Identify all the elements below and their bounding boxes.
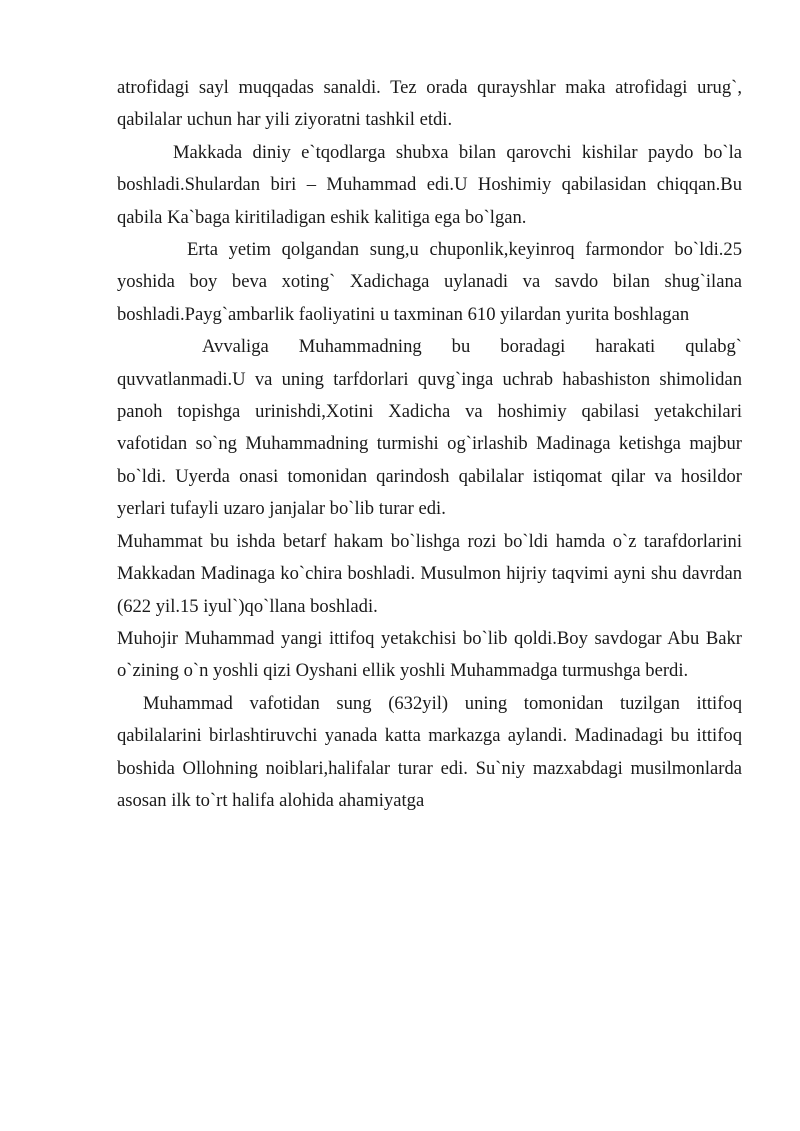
paragraph-7: Muhammad vafotidan sung (632yil) uning tomonidan tuzilgan ittifoq qabilalarini birlashtiruvchi yanada katta markazga aylandi. Madinadagi bu ittifoq boshida Ollohning noiblari,halifalar turar edi. Su`niy mazxabdagi musilmonlarda asosan ilk to`rt halifa alohida ahamiyatga [117, 692, 742, 811]
paragraph-1: atrofidagi sayl muqqadas sanaldi. Tez orada qurayshlar maka atrofidagi urug`, qabilalar uchun har yili ziyoratni tashkil etdi. [117, 77, 742, 131]
paragraph-6: Muhojir Muhammad yangi ittifoq yetakchisi bo`lib qoldi.Boy savdogar Abu Bakr o`zining o`n yoshli qizi Oyshani ellik yoshli Muhammadga turmushga berdi. [117, 627, 742, 682]
paragraph-3: Erta yetim qolgandan sung,u chuponlik,keyinroq farmondor bo`ldi.25 yoshida boy beva xoting` Xadichaga uylanadi va savdo bilan shug`ilana boshladi.Payg`ambarlik faoliyatini u taxminan 610 yilardan yurita boshlagan [117, 239, 742, 325]
paragraph-4: Avvaliga Muhammadning bu boradagi harakati qulabg` quvvatlanmadi.U va uning tarfdorlari quvg`inga uchrab habashiston shimolidan panoh topishga urinishdi,Xotini Xadicha va hoshimiy qabilasi yetakchilari vafotidan so`ng Muhammadning turmishi og`irlashib Madinaga ketishga majbur bo`ldi. Uyerda onasi tomonidan qarindosh qabilalar istiqomat qilar va hosildor yerlari tufayli uzaro janjalar bo`lib turar edi. [117, 336, 742, 520]
paragraph-2: Makkada diniy e`tqodlarga shubxa bilan qarovchi kishilar paydo bo`la boshladi.Shulardan biri – Muhammad edi.U Hoshimiy qabilasidan chiqqan.Bu qabila Ka`baga kiritiladigan eshik kalitiga ega bo`lgan. [117, 141, 742, 228]
body-text [117, 72, 742, 817]
paragraph-5: Muhammat bu ishda betarf hakam bo`lishga rozi bo`ldi hamda o`z tarafdorlarini Makkadan Madinaga ko`chira boshladi. Musulmon hijriy taqvimi ayni shu davrdan (622 yil.15 iyul`)qo`llana boshladi. [117, 530, 742, 617]
